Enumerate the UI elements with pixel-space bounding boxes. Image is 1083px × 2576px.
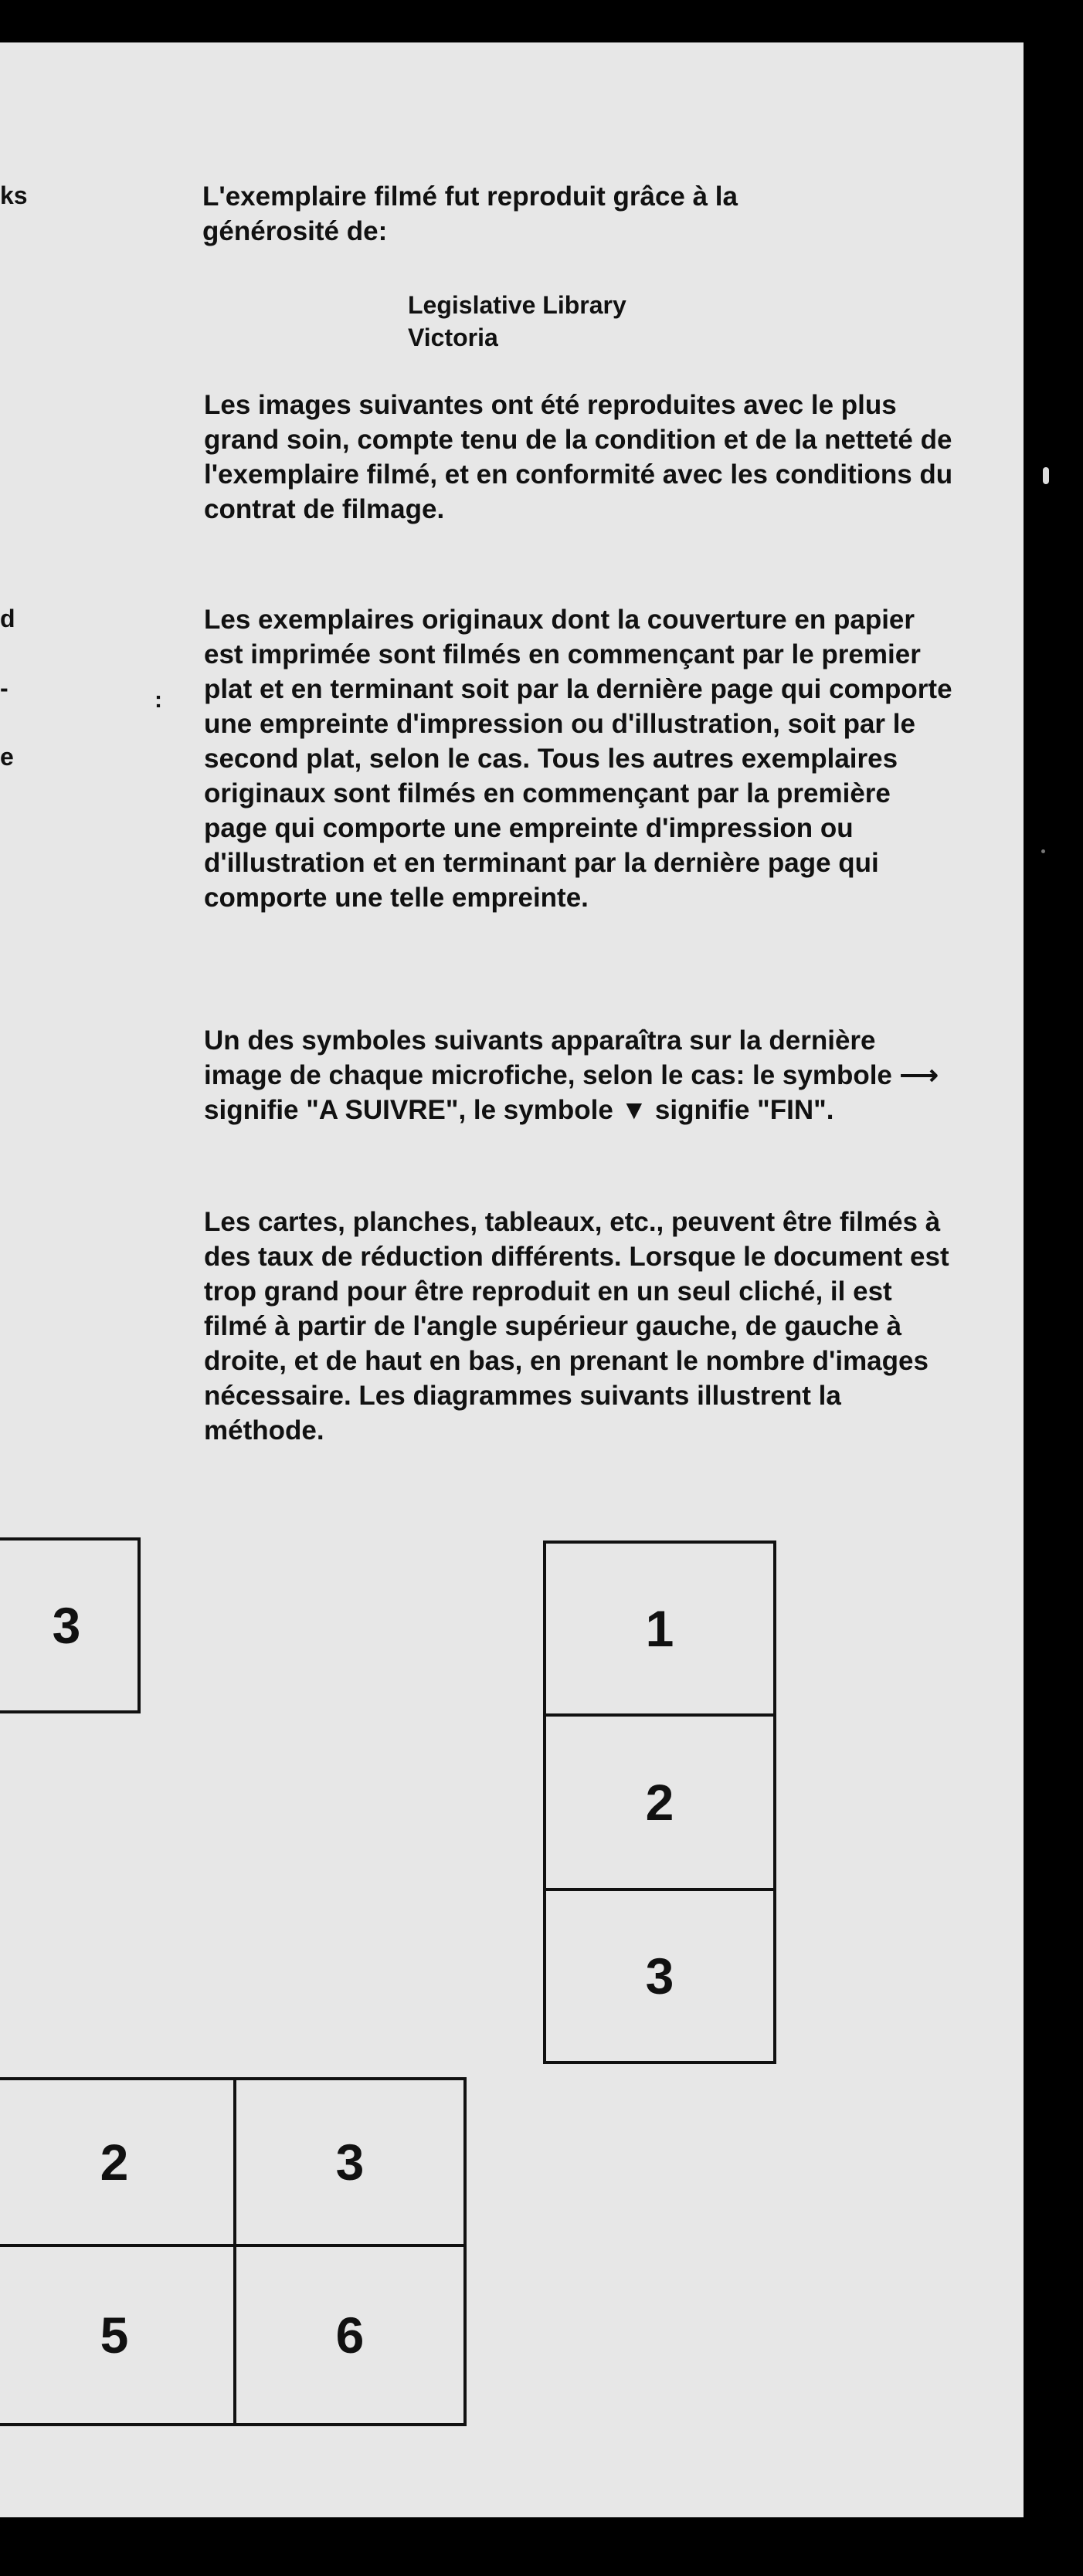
library-place: Victoria bbox=[408, 324, 498, 351]
diagram-vertical-1: 1 bbox=[543, 1541, 776, 1717]
diagram-grid-3: 3 bbox=[233, 2077, 467, 2247]
diagram-grid-6: 6 bbox=[233, 2244, 467, 2426]
cut-text-2: d bbox=[0, 605, 15, 632]
diagram-grid-2: 2 bbox=[0, 2077, 236, 2247]
cut-text-4: e bbox=[0, 743, 14, 771]
paragraph-originals: Les exemplaires originaux dont la couverture en papier est imprimée sont filmés en commençant par le premier plat et en terminant soit par la dernière page qui comporte une empreinte d'impression ou d'illustration, soit par le second plat, selon le cas. Tous les autres exemplaires originaux sont filmés en commençant par la première page qui comporte une empreinte d'impression ou d'illustration et en terminant par la dernière page qui comporte une telle empreinte. bbox=[204, 605, 952, 913]
diagram-grid-5: 5 bbox=[0, 2244, 236, 2426]
paragraph-symbols: Un des symboles suivants apparaîtra sur la dernière image de chaque microfiche, selon le cas: le symbole ⟶ signifie "A SUIVRE", le symbole ▼ signifie "FIN". bbox=[204, 1025, 939, 1125]
paragraph-reproduction: Les images suivantes ont été reproduites avec le plus grand soin, compte tenu de la condition et de la netteté de l'exemplaire filmé, et en conformité avec les conditions du contrat de filmage. bbox=[204, 390, 953, 524]
intro-line-1: L'exemplaire filmé fut reproduit grâce à la bbox=[202, 181, 738, 212]
library-name: Legislative Library bbox=[408, 291, 626, 319]
diagram-box-left-3: 3 bbox=[0, 1537, 141, 1713]
cut-text-3: - bbox=[0, 674, 8, 702]
speck bbox=[1043, 467, 1049, 484]
diagram-vertical-3: 3 bbox=[543, 1888, 776, 2064]
stray-mark: : bbox=[154, 687, 162, 713]
speck bbox=[1041, 849, 1045, 853]
diagram-vertical-2: 2 bbox=[543, 1713, 776, 1891]
intro-line-2: générosité de: bbox=[202, 216, 388, 246]
microfiche-page bbox=[0, 42, 1024, 2517]
cut-text-1: ks bbox=[0, 181, 28, 209]
paragraph-method: Les cartes, planches, tableaux, etc., peuvent être filmés à des taux de réduction différents. Lorsque le document est trop grand pour être reproduit en un seul cliché, il est filmé à partir de l'angle supérieur gauche, de gauche à droite, et de haut en bas, en prenant le nombre d'images nécessaire. Les diagrammes suivants illustrent la méthode. bbox=[204, 1207, 949, 1446]
